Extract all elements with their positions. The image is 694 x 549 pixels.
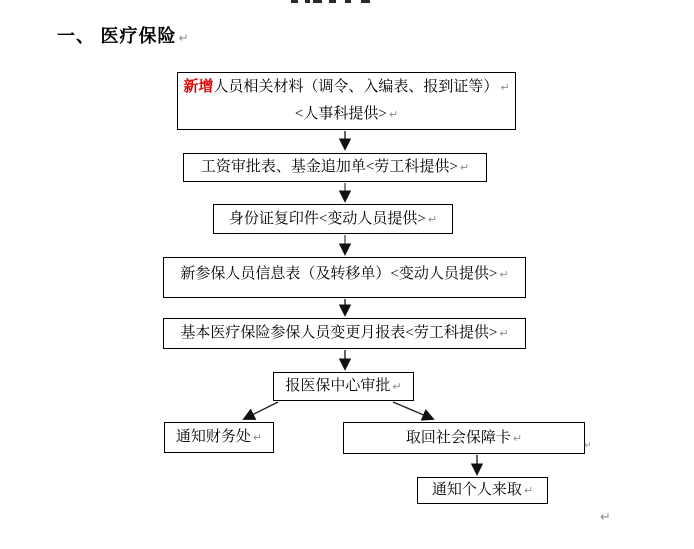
- flow-step-new-insured-info-form: [163, 257, 526, 298]
- paragraph-return-mark: ↵: [459, 161, 470, 174]
- arrow-step6-retrieve-card: [393, 402, 433, 419]
- cropped-glyph-tip: [345, 0, 351, 3]
- cropped-glyph-tip: [313, 0, 322, 3]
- paragraph-return-mark: ↵: [584, 441, 592, 451]
- flow-step-retrieve-social-security-card: [343, 422, 585, 454]
- flow-step-id-card-copy: [213, 204, 453, 234]
- arrow-step6-notify-finance: [244, 402, 278, 419]
- flow-step-monthly-change-report: [163, 318, 526, 349]
- cropped-glyph-tip: [361, 0, 370, 3]
- paragraph-return-mark: ↵: [500, 81, 510, 94]
- flow-step-line: [432, 477, 533, 504]
- highlight-text: 新增: [183, 79, 214, 95]
- paragraph-return-mark: ↵: [178, 31, 190, 45]
- flow-step-line: [180, 261, 508, 288]
- flow-step-line: [180, 320, 508, 347]
- flow-step-text: <人事科提供>: [294, 106, 387, 122]
- flow-step-text: 通知财务处: [175, 429, 251, 445]
- paragraph-return-mark: ↵: [523, 484, 534, 497]
- flow-step-notify-finance: [164, 422, 274, 453]
- paragraph-return-mark: ↵: [427, 212, 438, 226]
- flow-step-text: 工资审批表、基金追加单<劳工科提供>: [200, 159, 458, 175]
- flow-step-text: 取回社会保障卡: [405, 429, 511, 446]
- flow-step-text: 人员相关材料（调令、入编表、报到证等）: [213, 79, 499, 95]
- flow-step-line: [285, 373, 401, 400]
- cropped-glyph-tip: [291, 0, 298, 3]
- paragraph-return-mark: ↵: [600, 510, 611, 525]
- cropped-glyph-tip: [305, 0, 310, 3]
- flow-step-text: 通知个人来取: [431, 482, 522, 498]
- flow-step-text: 身份证复印件<变动人员提供>: [228, 210, 426, 227]
- paragraph-return-mark: ↵: [499, 268, 509, 281]
- paragraph-return-mark: ↵: [512, 431, 523, 445]
- flow-step-line: [295, 101, 398, 128]
- paragraph-return-mark: ↵: [388, 108, 399, 121]
- paragraph-return-mark: ↵: [392, 380, 402, 393]
- flow-step-line: [406, 425, 522, 452]
- flow-step-salary-approval-form: [183, 153, 487, 182]
- flow-step-line: [183, 74, 509, 101]
- flow-step-text: 基本医疗保险参保人员变更月报表<劳工科提供>: [180, 325, 498, 341]
- flow-step-line: [201, 154, 469, 181]
- flow-step-new-staff-materials: [177, 72, 516, 130]
- paragraph-return-mark: ↵: [499, 327, 509, 340]
- flow-step-notify-person-pickup: [417, 477, 548, 504]
- flow-step-line: [176, 424, 262, 451]
- flow-step-report-to-medical-center: [273, 372, 414, 401]
- section-title-text: 一、 医疗保险: [57, 26, 177, 46]
- cropped-glyph-tip: [329, 0, 336, 3]
- section-title: [57, 22, 190, 48]
- flow-step-line: [229, 206, 437, 233]
- flow-step-text: 报医保中心审批: [285, 378, 391, 394]
- flow-step-text: 新参保人员信息表（及转移单）<变动人员提供>: [180, 266, 498, 282]
- paragraph-return-mark: ↵: [252, 431, 263, 444]
